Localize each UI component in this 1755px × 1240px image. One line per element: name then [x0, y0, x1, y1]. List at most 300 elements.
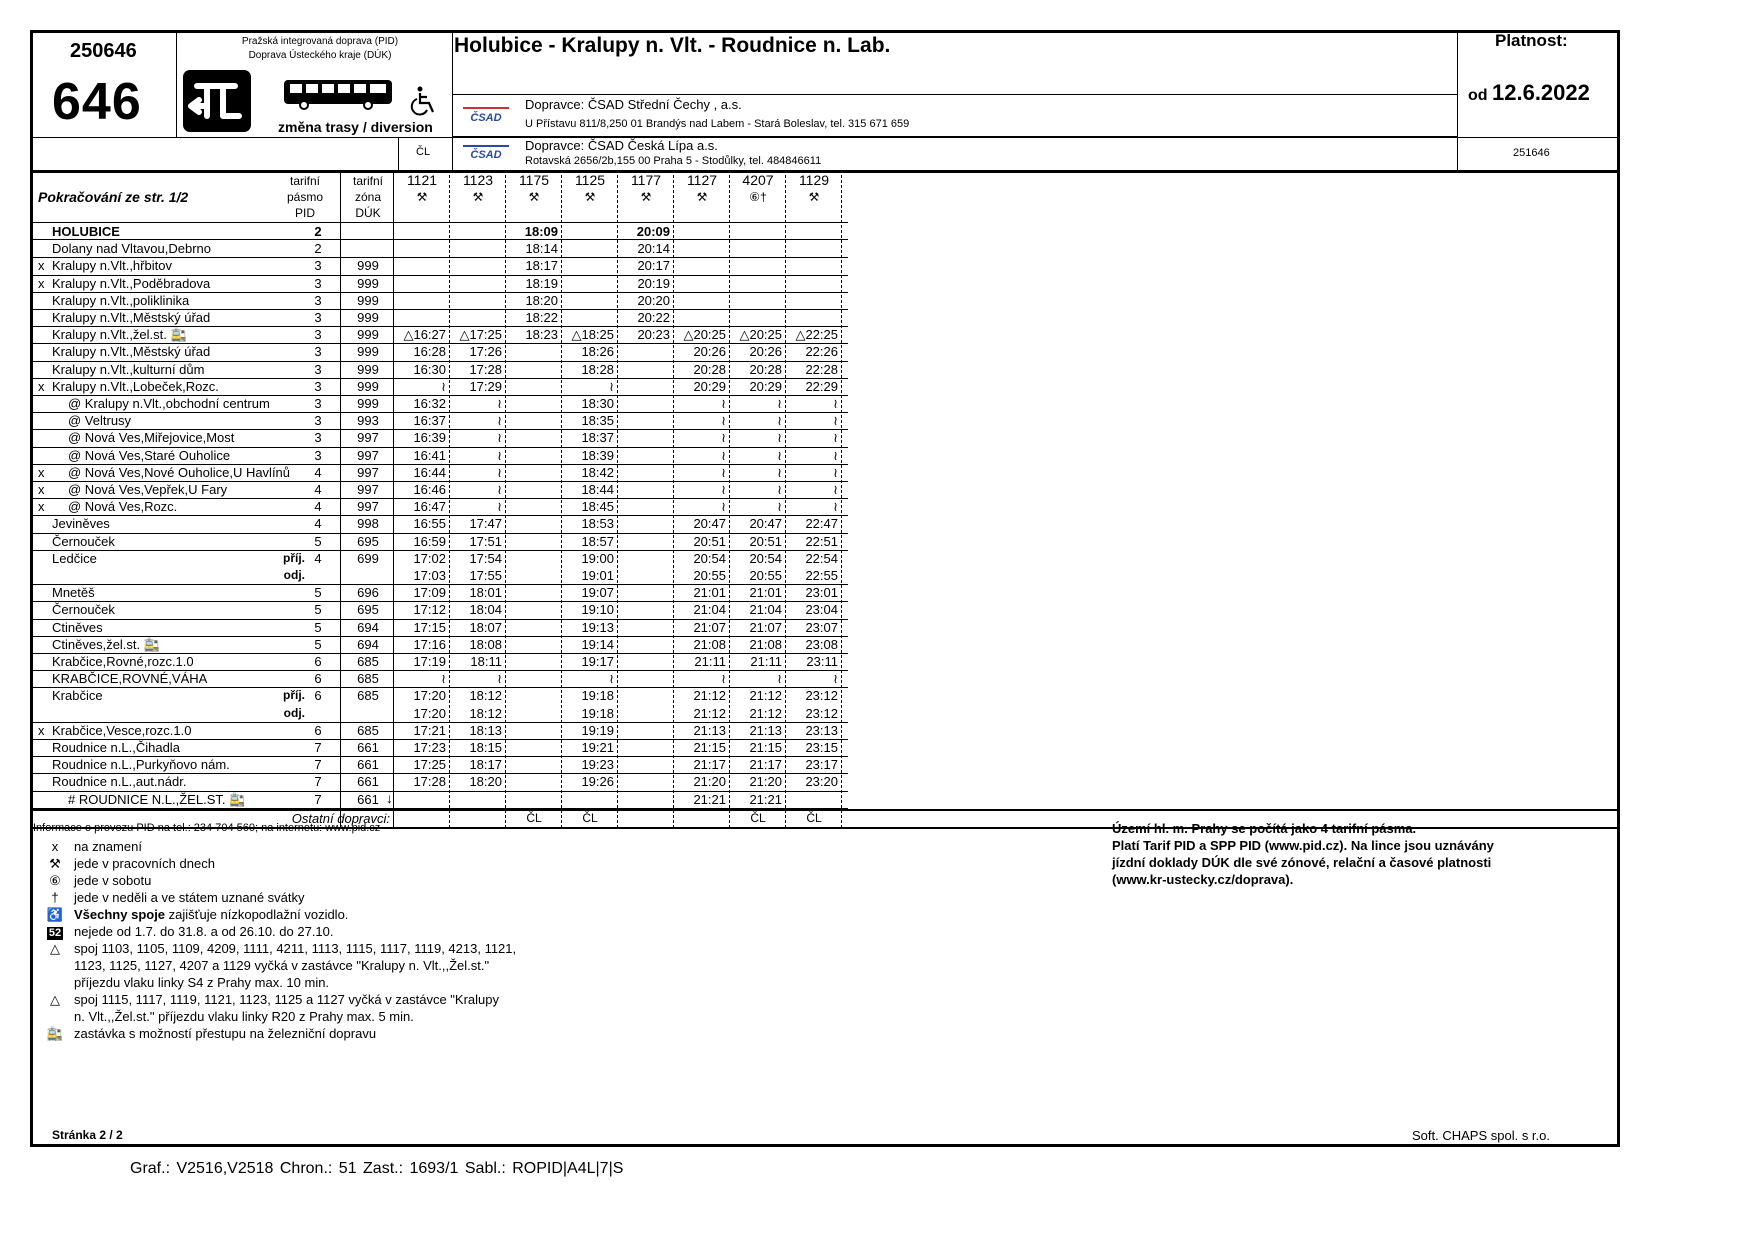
trip-time: ≀ — [833, 464, 838, 480]
stop-name: Kralupy n.Vlt.,kulturní dům — [52, 361, 205, 377]
row-line — [30, 515, 848, 516]
table-row — [0, 429, 900, 446]
trip-time: 17:26 — [469, 344, 502, 360]
trip-time: 19:14 — [581, 636, 614, 652]
duk-zone: 694 — [357, 636, 379, 652]
trip-time: ≀ — [441, 378, 446, 394]
trip-time: ≀ — [721, 671, 726, 687]
stop-name: # ROUDNICE N.L.,ŽEL.ST. 🚉 — [68, 791, 246, 807]
stop-name: Kralupy n.Vlt.,žel.st. 🚉 — [52, 327, 187, 343]
trip-time: ≀ — [833, 396, 838, 411]
row-line — [30, 309, 848, 310]
trip-time: 21:04 — [749, 602, 782, 618]
pid-zone: 3 — [314, 361, 322, 377]
row-line — [30, 447, 848, 448]
row-line — [30, 722, 848, 723]
trip-time: 20:51 — [693, 533, 726, 549]
trip-time: ≀ — [721, 464, 726, 480]
table-row — [0, 395, 900, 412]
pid-zone: 3 — [314, 327, 322, 343]
trip-time: 17:25 — [413, 757, 446, 773]
carrier2-address: Rotavská 2656/2b,155 00 Praha 5 - Stodůlky, tel. 484846611 — [525, 155, 822, 167]
stop-name: Ctiněves,žel.st. 🚉 — [52, 636, 160, 652]
trip-time: 19:26 — [581, 774, 614, 790]
table-row — [0, 584, 900, 601]
trip-time: ≀ — [721, 413, 726, 429]
legend-note: příjezdu vlaku linky S4 z Prahy max. 10 min. — [74, 975, 330, 990]
stop-request-mark: x — [38, 275, 45, 291]
other-carrier-cell: ČL — [582, 810, 598, 825]
legend-text — [74, 923, 334, 940]
table-row — [0, 481, 900, 498]
trip-time: ≀ — [833, 413, 838, 429]
table-row — [0, 240, 900, 257]
row-line — [30, 257, 848, 258]
trip-time: △16:27 — [403, 327, 446, 343]
trip-time: 19:13 — [581, 619, 614, 635]
trip-time: 16:59 — [413, 533, 446, 549]
stop-name: Roudnice n.L.,aut.nádr. — [52, 774, 187, 790]
pid-zone: 2 — [314, 241, 322, 257]
header-vline — [176, 30, 177, 138]
trip-time: 17:51 — [469, 533, 502, 549]
stop-name: @ Nová Ves,Nové Ouholice,U Havlínů — [68, 464, 291, 480]
duk-zone: 999 — [357, 310, 379, 325]
duk-zone: 685 — [357, 688, 379, 704]
row-line — [30, 292, 848, 293]
table-row — [0, 515, 900, 532]
stop-name: Ledčice — [52, 550, 97, 566]
trip-time: 16:37 — [413, 413, 446, 429]
table-row — [0, 361, 900, 378]
page-label: Stránka 2 / 2 — [52, 1128, 123, 1142]
tariff-note: (www.kr-ustecky.cz/doprava). — [1112, 872, 1294, 887]
trip-time: 18:11 — [470, 654, 502, 669]
arrival-departure: příj. — [282, 688, 305, 703]
wheelchair-icon — [410, 86, 438, 121]
trip-time: 18:09 — [524, 224, 558, 239]
stop-name: @ Nová Ves,Rozc. — [68, 499, 178, 515]
row-line — [30, 636, 848, 637]
row-line — [30, 429, 848, 430]
legend-text-value: jede v neděli a ve státem uznané svátky — [74, 890, 305, 905]
trip-number: 4207 — [742, 172, 774, 188]
duk-zone: 999 — [357, 327, 379, 343]
trip-time: 21:12 — [693, 688, 726, 704]
stop-name: @ Nová Ves,Vepřek,U Fary — [68, 482, 228, 497]
trip-time: 18:14 — [525, 241, 558, 257]
trip-time: 21:17 — [749, 757, 782, 773]
trip-time: ≀ — [721, 396, 726, 411]
pid-text — [200, 35, 440, 63]
trip-number: 1123 — [462, 172, 494, 188]
trip-col-line — [617, 170, 618, 828]
pid-zone: 6 — [314, 671, 322, 687]
trip-time: 18:01 — [469, 585, 502, 601]
duk-zone: 696 — [357, 585, 379, 601]
row-line — [30, 550, 848, 551]
other-carrier-cell: ČL — [526, 810, 542, 825]
row-line — [30, 601, 848, 602]
trip-time: 20:22 — [637, 310, 670, 325]
validity-date — [1468, 80, 1590, 106]
trip-time: 16:44 — [413, 464, 446, 480]
trip-time: 21:20 — [749, 774, 782, 790]
duk-zone: 695 — [357, 533, 379, 549]
legend-text — [74, 906, 348, 923]
trip-time: 21:21 — [749, 791, 782, 807]
table-row — [0, 412, 900, 429]
validity-prefix: od — [1468, 87, 1488, 104]
trip-time: 23:11 — [806, 654, 838, 669]
trip-time: 18:13 — [469, 722, 502, 738]
row-line — [30, 395, 848, 396]
pid-zone: 4 — [314, 550, 322, 566]
row-line — [30, 619, 848, 620]
pid-zone: 3 — [314, 344, 322, 360]
pid-zone: 5 — [314, 533, 322, 549]
trip-time: 23:12 — [805, 705, 838, 721]
table-row — [0, 705, 900, 722]
stop-name: Černouček — [52, 602, 115, 618]
table-row — [0, 309, 900, 326]
trip-time: 17:20 — [413, 688, 446, 704]
legend-train-text: zastávka s možností přestupu na železniční dopravu — [74, 1026, 377, 1041]
carrier2-name: Dopravce: ČSAD Česká Lípa a.s. — [525, 138, 718, 153]
trip-time: 22:47 — [805, 516, 838, 532]
table-row — [0, 636, 900, 653]
trip-time: 21:15 — [693, 740, 726, 755]
svg-text:ČSAD: ČSAD — [470, 112, 502, 124]
stop-name: Mnetěš — [52, 585, 95, 601]
trip-time: 18:30 — [581, 396, 614, 411]
table-row — [0, 773, 900, 790]
tariff-note: Území hl. m. Prahy se počítá jako 4 tarifní pásma. — [1112, 821, 1417, 836]
header-divider — [30, 137, 1620, 138]
trip-time: ≀ — [609, 671, 614, 687]
csad-logo-icon — [461, 142, 511, 164]
trip-time: ≀ — [833, 499, 838, 515]
trip-time: 16:28 — [413, 344, 446, 360]
duk-zone: 997 — [357, 447, 379, 463]
trip-time: 20:54 — [749, 550, 782, 566]
pid-zone: 4 — [314, 516, 322, 532]
stop-name: Černouček — [52, 533, 115, 549]
trip-time: △20:25 — [739, 327, 782, 343]
trip-time: 20:14 — [637, 241, 670, 257]
trip-time: 20:55 — [693, 568, 726, 583]
duk-zone: 997 — [357, 482, 379, 497]
trip-time: ≀ — [721, 499, 726, 515]
legend-note: n. Vlt.,,Žel.st." příjezdu vlaku linky R20 z Prahy max. 5 min. — [74, 1009, 414, 1024]
duk-zone: 998 — [357, 516, 379, 532]
stop-name: Kralupy n.Vlt.,Poděbradova — [52, 275, 211, 291]
trip-time: 21:07 — [749, 619, 782, 635]
table-row — [0, 791, 900, 808]
trip-time: 17:47 — [469, 516, 502, 532]
trip-time: ≀ — [721, 482, 726, 497]
stop-name: @ Nová Ves,Staré Ouholice — [68, 447, 231, 463]
table-row — [0, 464, 900, 481]
trip-time: 21:17 — [693, 757, 726, 773]
trip-time: 16:39 — [413, 430, 446, 446]
trip-time: △20:25 — [683, 327, 726, 343]
pid-zone: 7 — [314, 791, 322, 807]
trip-time: 17:15 — [413, 619, 446, 635]
table-row — [0, 275, 900, 292]
trip-time: 19:18 — [581, 705, 614, 721]
trip-time: 20:55 — [749, 568, 782, 583]
pid-zone: 3 — [314, 396, 322, 411]
row-line — [30, 687, 848, 688]
row-line — [30, 584, 848, 585]
trip-time: 17:21 — [413, 722, 446, 738]
row-line — [30, 791, 848, 792]
trip-time: ≀ — [833, 447, 838, 463]
row-line — [30, 239, 848, 240]
stop-name: Roudnice n.L.,Purkyňovo nám. — [52, 757, 230, 773]
trip-time: 18:23 — [525, 327, 558, 343]
duk-zone: 661 — [357, 740, 379, 755]
continue-label: Pokračování ze str. 1/2 — [38, 189, 189, 205]
table-row — [0, 619, 900, 636]
duk-zone: 997 — [357, 464, 379, 480]
table-row — [0, 257, 900, 274]
legend-text — [74, 872, 151, 889]
carrier-divider — [452, 136, 1457, 137]
col-pid-line: PID — [294, 206, 315, 220]
duk-zone: 685 — [357, 722, 379, 738]
row-line — [30, 361, 848, 362]
pid-zone: 6 — [314, 688, 322, 704]
trip-time: ≀ — [497, 464, 502, 480]
triangle-icon: △ — [50, 992, 60, 1007]
trip-time: 22:55 — [805, 568, 838, 583]
line-id: 250646 — [70, 40, 137, 62]
trip-symbol: ⚒ — [808, 190, 820, 204]
trip-time: 18:19 — [525, 275, 558, 291]
trip-time: 18:39 — [581, 447, 614, 463]
trip-time: 17:55 — [469, 568, 502, 583]
duk-zone: 695 — [357, 602, 379, 618]
trip-time: 16:47 — [413, 499, 446, 515]
trip-time: 18:57 — [581, 533, 614, 549]
legend-text-value: zajišťuje nízkopodlažní vozidlo. — [165, 907, 349, 922]
legend-text — [74, 889, 305, 906]
trip-time: 19:19 — [581, 722, 614, 738]
duk-zone: 997 — [357, 499, 379, 515]
stop-name: Kralupy n.Vlt.,hřbitov — [52, 258, 172, 274]
trip-time: 20:19 — [637, 275, 670, 291]
duk-zone: 993 — [357, 413, 379, 429]
pid-zone: 3 — [314, 310, 322, 325]
col-pid-line: tarifní — [289, 174, 320, 188]
trip-time: 20:09 — [636, 224, 670, 239]
trip-time: 19:01 — [581, 568, 614, 583]
trip-time: ≀ — [497, 482, 502, 497]
legend-text — [74, 838, 142, 855]
triangle-icon: △ — [50, 941, 60, 956]
trip-time: 20:29 — [749, 378, 782, 394]
col-line — [393, 809, 394, 827]
arrival-departure: odj. — [283, 568, 305, 582]
train-icon: 🚉 — [46, 1026, 64, 1041]
trip-time: ≀ — [777, 430, 782, 446]
col-pid-line: pásmo — [286, 190, 324, 204]
trip-time: 18:53 — [581, 516, 614, 532]
duk-zone: 997 — [357, 430, 379, 446]
route-title: Holubice - Kralupy n. Vlt. - Roudnice n. Lab. — [454, 34, 891, 57]
trip-time: 18:07 — [469, 619, 502, 635]
pid-zone: 5 — [314, 636, 322, 652]
trip-col-line — [841, 170, 842, 828]
trip-time: 18:17 — [525, 258, 558, 274]
legend-bold: Všechny spoje — [74, 907, 166, 922]
info-line: Informace o provozu PID na tel.: 234 704 560; na internetu: www.pid.cz — [33, 822, 381, 834]
trip-time: 19:10 — [581, 602, 614, 618]
trip-time: 19:07 — [581, 585, 614, 601]
trip-time: 16:46 — [413, 482, 446, 497]
trip-time: 20:54 — [693, 550, 726, 566]
trip-time: ≀ — [441, 671, 446, 687]
right-code: 251646 — [1513, 147, 1550, 159]
trip-symbol: ⚒ — [472, 190, 484, 204]
table-row — [0, 687, 900, 704]
trip-time: 18:22 — [525, 310, 558, 325]
trip-time: 20:47 — [693, 516, 726, 532]
row-line — [30, 773, 848, 774]
col-line-duk — [393, 170, 394, 828]
duk-zone: 661 — [357, 757, 379, 773]
trip-time: ≀ — [833, 671, 838, 687]
trip-col-line — [729, 170, 730, 828]
legend-symbol: ⑥ — [49, 873, 61, 888]
arrival-departure: příj. — [282, 550, 305, 565]
trip-time: 21:12 — [749, 705, 782, 721]
trip-time: ≀ — [497, 447, 502, 463]
footer-info: Graf.: V2516,V2518 Chron.: 51 Zast.: 1693/1 Sabl.: ROPID|A4L|7|S — [130, 1160, 624, 1177]
trip-time: 21:11 — [750, 654, 782, 669]
trip-time: 18:12 — [469, 688, 502, 704]
pid-zone: 4 — [314, 499, 322, 515]
trip-col-line — [449, 170, 450, 828]
trip-time: 16:41 — [413, 447, 446, 463]
carrier1-name: Dopravce: ČSAD Střední Čechy , a.s. — [525, 97, 742, 112]
table-row — [0, 223, 900, 240]
trip-time: 19:18 — [581, 688, 614, 704]
stop-name: Kralupy n.Vlt.,Městský úřad — [52, 310, 211, 325]
duk-zone: 685 — [357, 671, 379, 687]
row-line — [30, 533, 848, 534]
pid-zone: 7 — [314, 740, 322, 755]
stop-name: Jeviněves — [52, 516, 110, 532]
header-vline — [1457, 30, 1458, 170]
trip-time: 16:32 — [413, 396, 446, 411]
pid-zone: 6 — [314, 722, 322, 738]
trip-time: 18:15 — [469, 740, 502, 755]
table-row — [0, 756, 900, 773]
trip-time: 23:20 — [805, 774, 838, 790]
trip-time: 21:01 — [693, 585, 726, 601]
trip-time: 18:26 — [581, 344, 614, 360]
trip-number: 1129 — [798, 172, 830, 188]
table-row — [0, 739, 900, 756]
pid-zone: 5 — [314, 602, 322, 618]
trip-time: ≀ — [777, 413, 782, 429]
trip-time: 22:26 — [805, 344, 838, 360]
pid-zone: 7 — [314, 774, 322, 790]
bus-icon — [282, 78, 394, 115]
stop-name: Roudnice n.L.,Čihadla — [52, 740, 180, 755]
stop-name: Ctiněves — [52, 619, 103, 635]
legend-text — [74, 855, 215, 872]
legend-symbol: ⚒ — [49, 856, 61, 871]
pid-zone: 3 — [314, 275, 322, 291]
col-duk-header — [346, 173, 390, 221]
table-row — [0, 670, 900, 687]
trip-time: 20:28 — [693, 361, 726, 377]
trip-time: 23:13 — [805, 722, 838, 738]
stop-name: @ Nová Ves,Miřejovice,Most — [68, 430, 235, 446]
stop-name: Krabčice,Rovné,rozc.1.0 — [52, 654, 194, 669]
duk-zone: 999 — [357, 292, 379, 308]
trip-time: ≀ — [721, 430, 726, 446]
legend-symbol: † — [51, 890, 59, 905]
row-line — [30, 326, 848, 327]
stop-name: Krabčice — [52, 688, 103, 704]
trip-time: 16:55 — [413, 516, 446, 532]
trip-time: 21:13 — [693, 722, 726, 738]
stop-request-mark: x — [38, 722, 45, 738]
arrival-departure: odj. — [283, 705, 305, 720]
trip-time: 23:12 — [805, 688, 838, 704]
trip-time: ≀ — [833, 482, 838, 497]
trip-time: 21:08 — [749, 636, 782, 652]
trip-symbol: ⑥† — [749, 190, 767, 204]
trip-time: 23:08 — [805, 636, 838, 652]
pid-zone: 5 — [314, 585, 322, 601]
trip-number: 1121 — [406, 172, 438, 188]
table-row — [0, 292, 900, 309]
trip-time: 17:23 — [413, 740, 446, 755]
duk-zone: 694 — [357, 619, 379, 635]
stop-request-mark: x — [38, 378, 45, 394]
header-vline — [398, 137, 399, 170]
pid-zone: 4 — [314, 482, 322, 497]
trip-time: 18:08 — [469, 636, 502, 652]
trip-time: 18:35 — [581, 413, 614, 429]
trip-time: 20:51 — [749, 533, 782, 549]
header-vline — [452, 30, 453, 170]
trip-time: 17:03 — [413, 568, 446, 583]
legend-symbol — [44, 923, 66, 940]
stop-request-mark: x — [38, 482, 45, 497]
legend-text-value: na znamení — [74, 839, 142, 854]
other-carrier-cell: ČL — [806, 810, 822, 825]
trip-time: △18:25 — [571, 327, 614, 343]
trip-time: ≀ — [777, 482, 782, 497]
trip-time: 18:37 — [581, 430, 614, 446]
col-duk-line: DÚK — [355, 206, 381, 220]
trip-time: 20:26 — [693, 344, 726, 360]
pid-line2: Doprava Ústeckého kraje (DÚK) — [248, 50, 392, 61]
pid-zone: 3 — [314, 447, 322, 463]
trip-time: 20:23 — [637, 327, 670, 343]
header-row-line — [30, 222, 848, 223]
trip-time: ≀ — [721, 447, 726, 463]
trip-time: 18:12 — [469, 705, 502, 721]
trip-time: 22:28 — [805, 361, 838, 377]
